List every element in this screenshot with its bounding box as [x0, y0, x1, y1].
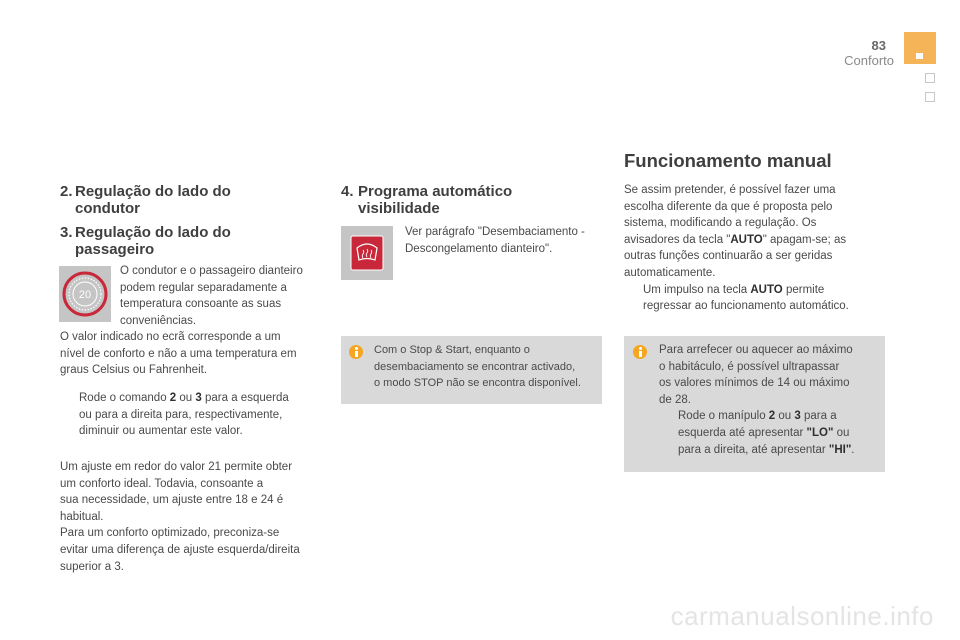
dial-value: 20	[78, 289, 92, 301]
value-paragraph: O valor indicado no ecrã corresponde a um nível de conforto e não a uma temperatura em graus Celsius ou Fahrenheit.	[60, 331, 297, 377]
chapter-tab-3[interactable]	[925, 92, 935, 102]
info-icon	[633, 345, 647, 359]
section-title: Conforto	[844, 53, 894, 68]
reference-paragraph: Ver parágrafo "Desembaciamento - Descongelamento dianteiro".	[405, 226, 585, 255]
chapter-tab-active[interactable]	[904, 32, 936, 64]
windscreen-defrost-icon	[341, 226, 393, 280]
info-icon	[349, 345, 363, 359]
intro-paragraph: O condutor e o passageiro dianteiro podem regular separadamente a temperatura consoante as suas conveniências.	[120, 265, 303, 327]
page-number: 83	[871, 38, 886, 53]
manual-operation-paragraph: Se assim pretender, é possível fazer uma escolha diferente da que é proposta pelo sistema, modificando a regulação. Os avisadores da tecla "AUTO" apagam-se; as outras funções continuarão a ser geridas automaticamente. Um impulso na tecla AUTO permite regressar ao funcionamento automático.	[624, 182, 904, 315]
dial-icon	[59, 266, 111, 322]
heading-driver-side: 2. Regulação do lado do condutor	[60, 183, 231, 217]
manual-operation-title: Funcionamento manual	[624, 150, 832, 171]
watermark: carmanualsonline.info	[670, 601, 934, 631]
stop-start-info-text: Com o Stop & Start, enquanto o desembaciamento se encontrar activado, o modo STOP não se encontra disponível.	[374, 344, 581, 389]
bullet-marker	[659, 408, 678, 458]
heading-auto-visibility: 4. Programa automático visibilidade	[341, 183, 513, 217]
tab-marker	[916, 53, 923, 59]
chapter-tab-2[interactable]	[925, 73, 935, 83]
max-temperature-info-text: Para arrefecer ou aquecer ao máximo o habitáculo, é possível ultrapassar os valores mínimos de 14 ou máximo de 28. Rode o manípulo 2 ou 3 para a esquerda até apresentar "LO" ou para a direita, até apresentar "HI".	[659, 342, 881, 458]
temperature-dial-illustration	[59, 266, 111, 322]
advice-paragraph: Um ajuste em redor do valor 21 permite obter um conforto ideal. Todavia, consoante a sua necessidade, um ajuste entre 18 e 24 é habitual. Para um conforto optimizado, preconiza-se evitar uma diferença de ajuste esquerda/direita superior a 3.	[60, 461, 300, 573]
defrost-button-illustration	[341, 226, 393, 280]
max-temperature-info-box	[624, 336, 885, 472]
bullet-marker	[624, 282, 643, 315]
bullet-rotate-control: Rode o comando 2 ou 3 para a esquerda ou para a direita para, respectivamente, diminuir ou aumentar este valor.	[60, 390, 330, 440]
heading-passenger-side: 3. Regulação do lado do passageiro	[60, 224, 231, 258]
bullet-marker	[60, 390, 79, 440]
stop-start-info-box	[341, 336, 602, 404]
